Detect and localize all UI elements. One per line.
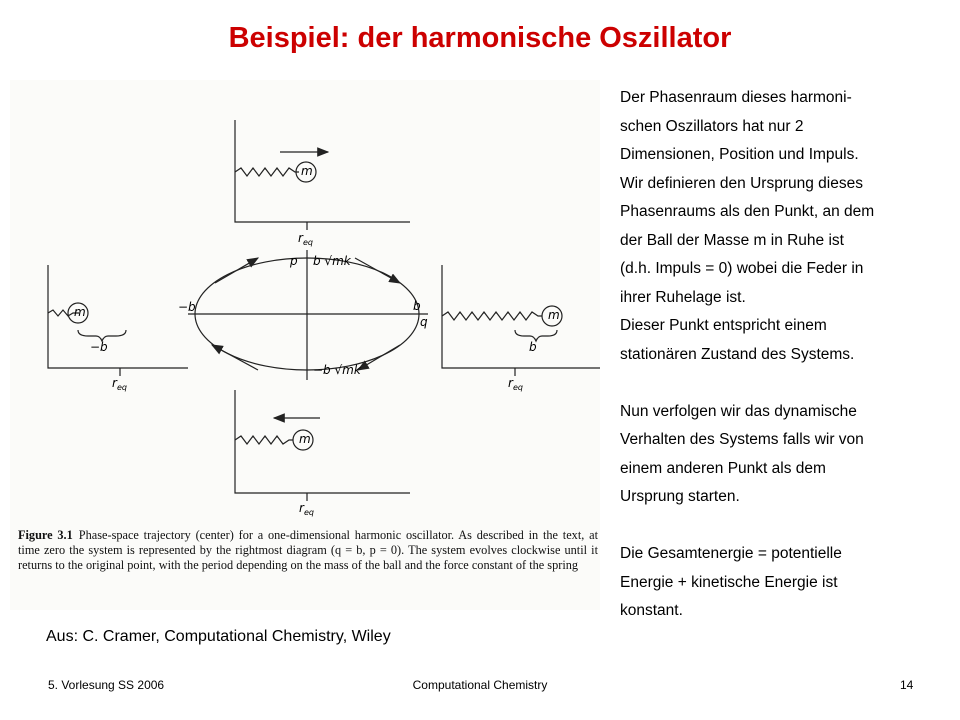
footer-page-number: 14 (900, 678, 914, 692)
text-line: der Ball der Masse m in Ruhe ist (620, 231, 844, 249)
flow-arrow-top-right (355, 258, 400, 283)
flow-arrow-bottom-left (212, 345, 258, 370)
text-line: konstant. (620, 602, 683, 619)
p-min-label: −b √mk (313, 363, 361, 377)
text-line: Phasenraums als den Punkt, an dem (620, 203, 875, 220)
top-mass-label: m (301, 164, 313, 178)
right-panel-frame (442, 265, 600, 368)
top-spring (235, 168, 299, 176)
text-line: Energie + kinetische Energie ist (620, 573, 838, 591)
caption-label: Figure 3.1 (18, 528, 73, 542)
right-req-label: $r_{eq}$ (508, 376, 523, 392)
flow-arrow-bottom-right (358, 345, 400, 370)
right-mass-label: m (548, 308, 560, 322)
text-line: Verhalten des Systems falls wir von (620, 431, 864, 448)
text-line: schen Oszillators hat nur 2 (620, 117, 804, 135)
right-spring (442, 312, 542, 320)
slide-title: Beispiel: der harmonische Oszillator (228, 22, 732, 54)
left-displacement-label: −b (90, 340, 108, 354)
figure-diagram (10, 80, 600, 530)
footer-course: Computational Chemistry (412, 678, 548, 692)
text-line: ihrer Ruhelage ist. (620, 288, 746, 306)
text-line: Der Phasenraum dieses harmoni- (620, 89, 852, 106)
text-line: Ursprung starten. (620, 488, 740, 505)
text-line: Dieser Punkt entspricht einem (620, 317, 827, 334)
text-line: (d.h. Impuls = 0) wobei die Feder in (620, 260, 864, 277)
left-req-label: $r_{eq}$ (112, 376, 127, 392)
q-axis-label: q (420, 315, 428, 329)
footer-lecture: 5. Vorlesung SS 2006 (48, 678, 165, 692)
top-req-label: $r_{eq}$ (298, 231, 313, 247)
left-mass-label: m (74, 305, 86, 319)
text-line: Wir definieren den Ursprung dieses (620, 174, 863, 192)
source-citation: Aus: C. Cramer, Computational Chemistry, Wiley (46, 628, 391, 645)
p-axis-label: p (290, 254, 298, 268)
figure-caption (18, 528, 598, 573)
text-line: einem anderen Punkt als dem (620, 459, 826, 477)
text-line: Die Gesamtenergie = potentielle (620, 545, 842, 562)
flow-arrow-top-left (215, 258, 258, 283)
text-line: Dimensionen, Position und Impuls. (620, 146, 859, 163)
text-line: stationären Zustand des Systems. (620, 345, 855, 363)
bottom-mass-label: m (299, 432, 311, 446)
right-displacement-label: b (529, 340, 537, 354)
bottom-req-label: $r_{eq}$ (299, 501, 314, 517)
bottom-spring (235, 436, 293, 444)
top-panel-frame (235, 120, 410, 222)
q-min-label: −b (178, 300, 196, 314)
explanation-text (620, 84, 950, 626)
caption-text: Phase-space trajectory (center) for a one-dimensional harmonic oscillator. As described in the text, at time zero the system is represented by the rightmost diagram (q = b, p = 0). The system evolves clockwise until it returns to the original point, with the period depending on the mass of the ball and the force constant of the spring (18, 528, 598, 572)
text-line: Nun verfolgen wir das dynamische (620, 402, 857, 420)
p-max-label: b √mk (313, 254, 351, 268)
q-max-label: b (413, 299, 421, 313)
